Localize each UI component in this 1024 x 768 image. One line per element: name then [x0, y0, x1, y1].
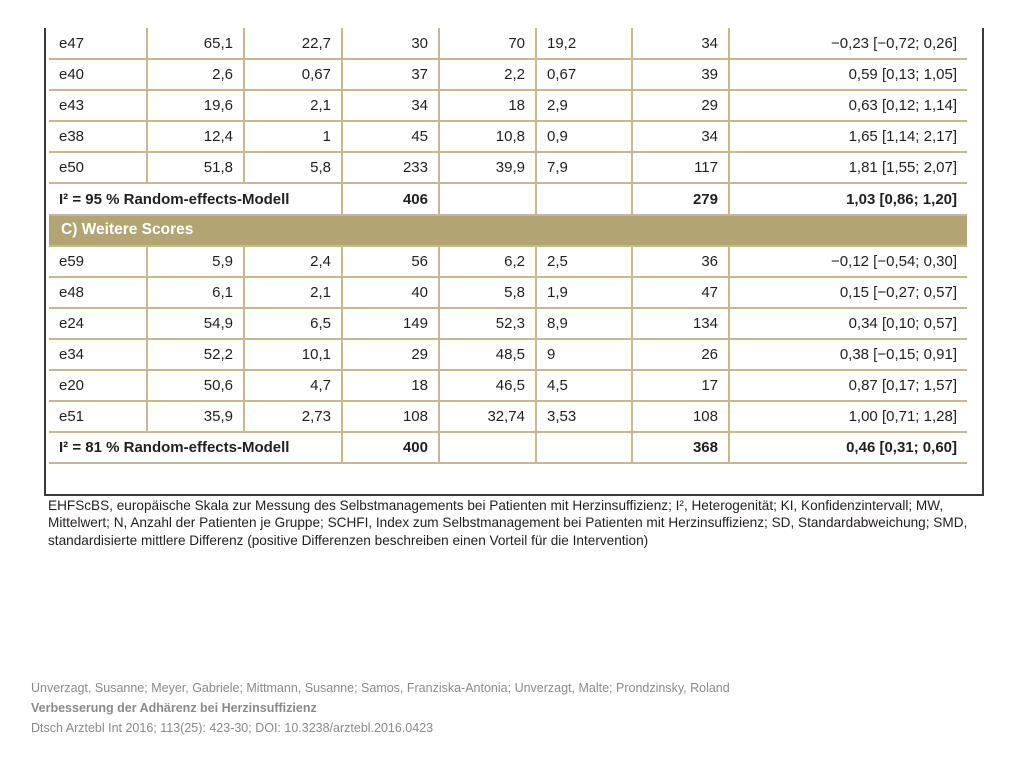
value-cell: 149 — [342, 308, 439, 339]
value-cell: 30 — [342, 28, 439, 59]
value-cell: 0,59 [0,13; 1,05] — [729, 59, 967, 90]
value-cell: 2,73 — [244, 401, 342, 432]
value-cell: 10,1 — [244, 339, 342, 370]
value-cell: 9 — [536, 339, 632, 370]
value-cell: 1,00 [0,71; 1,28] — [729, 401, 967, 432]
value-cell: 5,9 — [147, 246, 244, 277]
study-id-cell: e40 — [49, 59, 147, 90]
summary-n-intervention: 406 — [342, 183, 439, 214]
table-row — [49, 339, 967, 370]
value-cell: 29 — [342, 339, 439, 370]
value-cell: 22,7 — [244, 28, 342, 59]
value-cell: 1,65 [1,14; 2,17] — [729, 121, 967, 152]
value-cell: 0,9 — [536, 121, 632, 152]
value-cell: 0,67 — [536, 59, 632, 90]
value-cell: 39 — [632, 59, 729, 90]
value-cell: 52,3 — [439, 308, 536, 339]
value-cell: 54,9 — [147, 308, 244, 339]
value-cell: 2,6 — [147, 59, 244, 90]
summary-label: I² = 81 % Random-effects-Modell — [49, 432, 342, 463]
value-cell: 7,9 — [536, 152, 632, 183]
study-id-cell: e47 — [59, 34, 85, 52]
value-cell: 35,9 — [147, 401, 244, 432]
value-cell: −0,23 [−0,72; 0,26] — [729, 28, 967, 59]
value-cell: 0,63 [0,12; 1,14] — [729, 90, 967, 121]
value-cell: 2,2 — [439, 59, 536, 90]
value-cell: 56 — [342, 246, 439, 277]
table-row — [49, 152, 967, 183]
summary-n-control: 368 — [632, 432, 729, 463]
empty-cell — [536, 432, 632, 463]
section-header-row — [49, 215, 967, 246]
value-cell: 46,5 — [439, 370, 536, 401]
value-cell: 18 — [342, 370, 439, 401]
value-cell: 34 — [632, 28, 729, 59]
value-cell: 52,2 — [147, 339, 244, 370]
value-cell: 29 — [632, 90, 729, 121]
results-table — [49, 28, 967, 464]
value-cell: 0,38 [−0,15; 0,91] — [729, 339, 967, 370]
summary-smd: 1,03 [0,86; 1,20] — [729, 183, 967, 214]
value-cell: 19,6 — [147, 90, 244, 121]
table-row — [49, 277, 967, 308]
value-cell: 47 — [632, 277, 729, 308]
study-id-cell: e24 — [49, 308, 147, 339]
value-cell: 32,74 — [439, 401, 536, 432]
table-row — [49, 308, 967, 339]
value-cell: 39,9 — [439, 152, 536, 183]
value-cell: 6,2 — [439, 246, 536, 277]
table-footnote: EHFScBS, europäische Skala zur Messung des Selbstmanagements bei Patienten mit Herzinsuffizienz; I², Heterogenität; KI, Konfidenzintervall; MW, Mittelwert; N, Anzahl der Patienten je Gruppe; SCHFI, Index zum Selbstmanagement bei Patienten mit Herzinsuffizienz; SD, Standardabweichung; SMD, standardisierte mittlere Differenz (positive Differenzen beschreiben einen Vorteil für die Intervention) — [48, 498, 968, 548]
table-row — [49, 90, 967, 121]
table-row — [49, 401, 967, 432]
value-cell: 40 — [342, 277, 439, 308]
value-cell: 1,9 — [536, 277, 632, 308]
value-cell: 1 — [244, 121, 342, 152]
value-cell: 45 — [342, 121, 439, 152]
value-cell: 34 — [342, 90, 439, 121]
value-cell: 2,4 — [244, 246, 342, 277]
citation-authors: Unverzagt, Susanne; Meyer, Gabriele; Mittmann, Susanne; Samos, Franziska-Antonia; Unverzagt, Malte; Prondzinsky, Roland — [31, 681, 730, 695]
value-cell: 0,15 [−0,27; 0,57] — [729, 277, 967, 308]
summary-n-control: 279 — [632, 183, 729, 214]
value-cell: 8,9 — [536, 308, 632, 339]
study-id-cell: e38 — [49, 121, 147, 152]
citation-title: Verbesserung der Adhärenz bei Herzinsuffizienz — [31, 701, 317, 715]
value-cell: 108 — [342, 401, 439, 432]
table-row — [49, 370, 967, 401]
value-cell: 4,7 — [244, 370, 342, 401]
value-cell: 233 — [342, 152, 439, 183]
value-cell: 2,1 — [244, 277, 342, 308]
study-id-cell: e48 — [49, 277, 147, 308]
value-cell: 0,67 — [244, 59, 342, 90]
value-cell: 2,9 — [536, 90, 632, 121]
value-cell: 18 — [439, 90, 536, 121]
value-cell: 65,1 — [147, 28, 244, 59]
value-cell: 108 — [632, 401, 729, 432]
table-row — [49, 246, 967, 277]
study-id-cell: e50 — [49, 152, 147, 183]
value-cell: 50,6 — [147, 370, 244, 401]
value-cell: 37 — [342, 59, 439, 90]
study-id-cell: e51 — [49, 401, 147, 432]
summary-smd: 0,46 [0,31; 0,60] — [729, 432, 967, 463]
study-id-cell: e59 — [49, 246, 147, 277]
summary-n-intervention: 400 — [342, 432, 439, 463]
value-cell: 70 — [439, 28, 536, 59]
empty-cell — [439, 432, 536, 463]
value-cell: 19,2 — [536, 28, 632, 59]
value-cell: −0,12 [−0,54; 0,30] — [729, 246, 967, 277]
value-cell: 3,53 — [536, 401, 632, 432]
value-cell: 6,5 — [244, 308, 342, 339]
table-row — [49, 59, 967, 90]
summary-row — [49, 183, 967, 214]
value-cell: 51,8 — [147, 152, 244, 183]
study-id-cell: e43 — [49, 90, 147, 121]
value-cell: 117 — [632, 152, 729, 183]
results-table-body — [49, 28, 967, 463]
empty-cell — [439, 183, 536, 214]
value-cell: 36 — [632, 246, 729, 277]
value-cell: 10,8 — [439, 121, 536, 152]
value-cell: 34 — [632, 121, 729, 152]
citation-block — [31, 678, 991, 738]
value-cell: 6,1 — [147, 277, 244, 308]
value-cell: 0,34 [0,10; 0,57] — [729, 308, 967, 339]
study-id-cell: e34 — [49, 339, 147, 370]
value-cell: 2,1 — [244, 90, 342, 121]
value-cell: 2,5 — [536, 246, 632, 277]
summary-label: I² = 95 % Random-effects-Modell — [49, 183, 342, 214]
empty-cell — [536, 183, 632, 214]
value-cell: 26 — [632, 339, 729, 370]
value-cell: 17 — [632, 370, 729, 401]
value-cell: 5,8 — [244, 152, 342, 183]
value-cell: 134 — [632, 308, 729, 339]
section-title: C) Weitere Scores — [49, 215, 967, 246]
citation-source: Dtsch Arztebl Int 2016; 113(25): 423-30; DOI: 10.3238/arztebl.2016.0423 — [31, 721, 434, 735]
summary-row — [49, 432, 967, 463]
value-cell: 48,5 — [439, 339, 536, 370]
study-id-cell: e20 — [49, 370, 147, 401]
value-cell: 4,5 — [536, 370, 632, 401]
value-cell: 0,87 [0,17; 1,57] — [729, 370, 967, 401]
table-row — [49, 28, 967, 59]
table-row — [49, 121, 967, 152]
value-cell: 1,81 [1,55; 2,07] — [729, 152, 967, 183]
value-cell: 12,4 — [147, 121, 244, 152]
value-cell: 5,8 — [439, 277, 536, 308]
